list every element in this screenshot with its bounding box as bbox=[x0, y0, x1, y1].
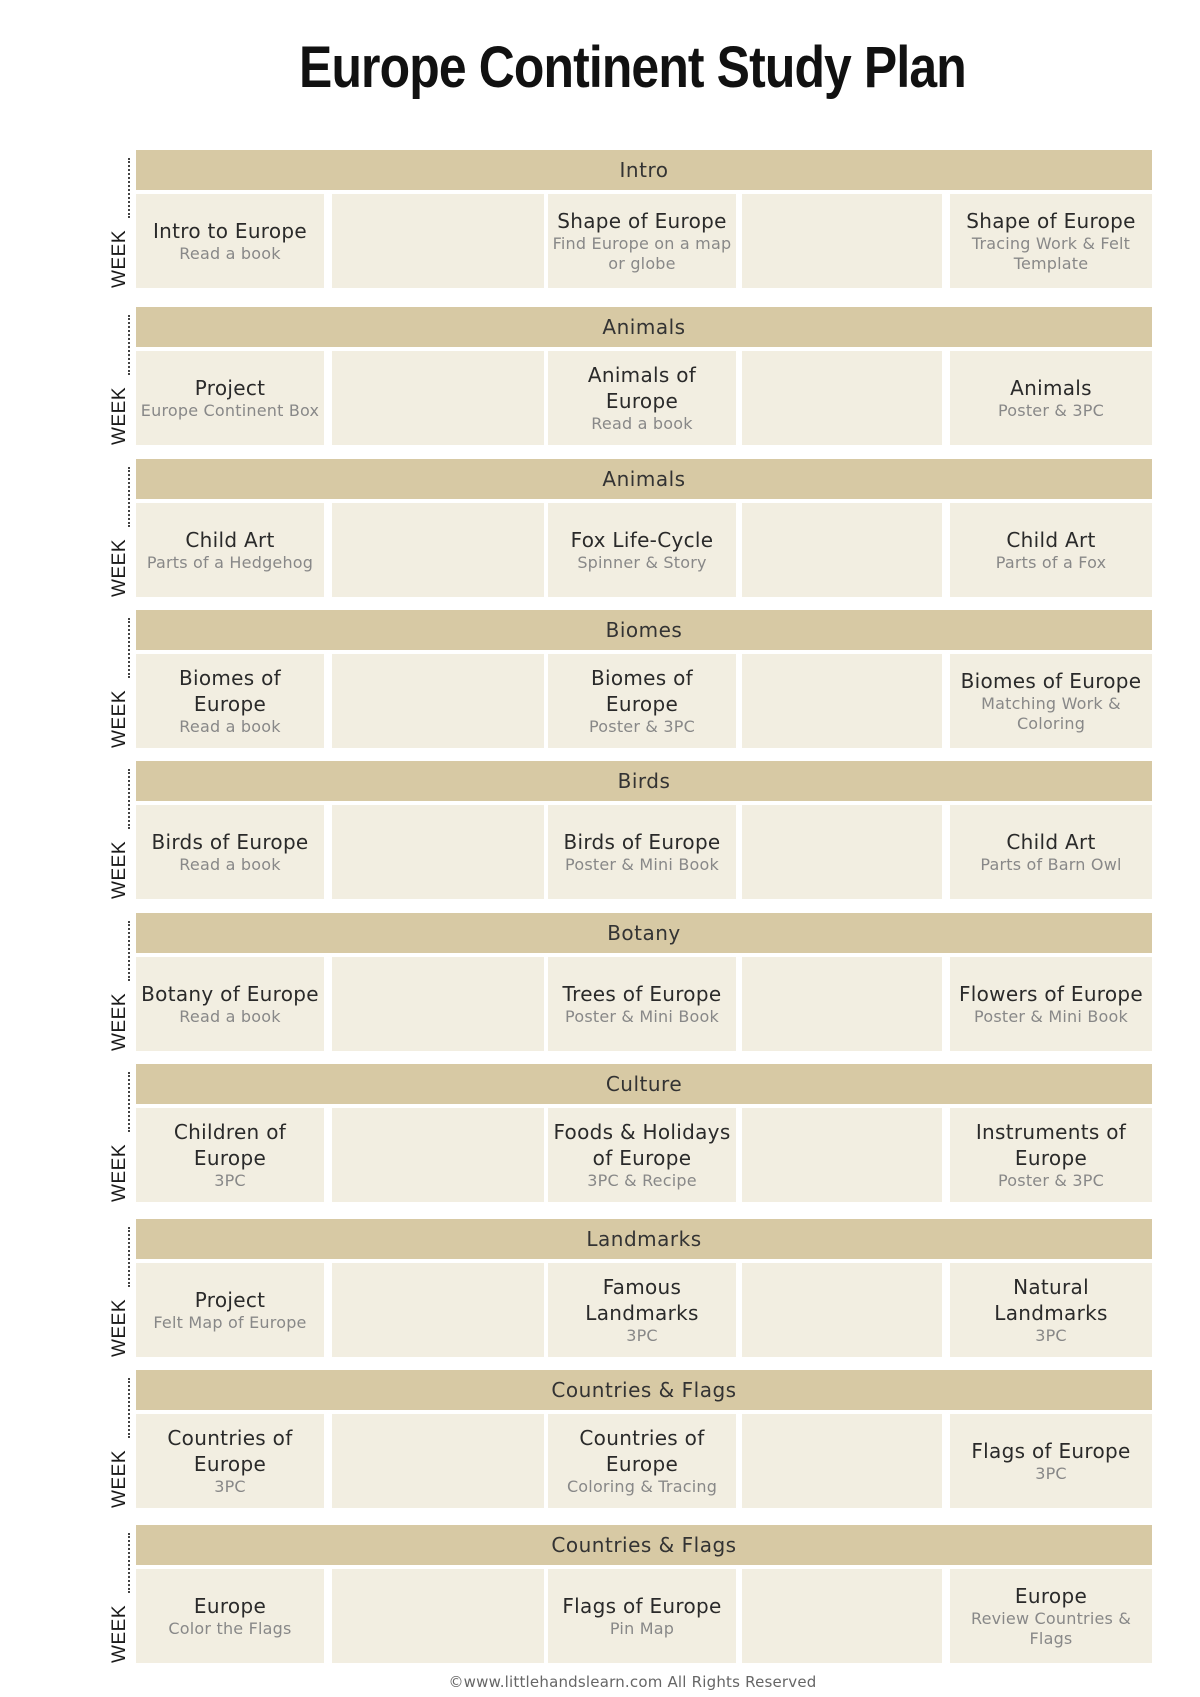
activity-detail: Poster & Mini Book bbox=[974, 1007, 1128, 1026]
activity-detail: Parts of Barn Owl bbox=[980, 855, 1122, 874]
activity-cell bbox=[332, 1414, 544, 1508]
activity-detail: Pin Map bbox=[609, 1619, 675, 1638]
week-number-blank bbox=[128, 618, 130, 678]
week-topic-header: Intro bbox=[136, 150, 1152, 190]
activity-cell bbox=[332, 503, 544, 597]
week-label bbox=[100, 1219, 140, 1357]
activity-title: Fox Life-Cycle bbox=[570, 528, 714, 552]
activity-cell bbox=[332, 1569, 544, 1663]
week-number-blank bbox=[128, 1533, 130, 1593]
activity-detail: Coloring & Tracing bbox=[566, 1477, 718, 1496]
activity-detail: 3PC & Recipe bbox=[587, 1171, 697, 1190]
week-block bbox=[0, 761, 1200, 899]
activity-cell bbox=[332, 351, 544, 445]
activity-cell bbox=[742, 194, 942, 288]
activity-cell bbox=[742, 351, 942, 445]
activity-cell bbox=[332, 805, 544, 899]
activity-title: Shape of Europe bbox=[966, 209, 1136, 233]
week-label-text: WEEK bbox=[109, 841, 130, 899]
week-number-blank bbox=[128, 1378, 130, 1438]
activity-cell bbox=[742, 805, 942, 899]
week-topic-header: Biomes bbox=[136, 610, 1152, 650]
activity-cell bbox=[548, 1414, 736, 1508]
activity-cell bbox=[136, 1569, 324, 1663]
activity-detail: Felt Map of Europe bbox=[153, 1313, 307, 1332]
activity-detail: Poster & Mini Book bbox=[565, 855, 719, 874]
week-label bbox=[100, 761, 140, 899]
week-block bbox=[0, 150, 1200, 288]
activity-cell bbox=[136, 1263, 324, 1357]
week-topic-header: Countries & Flags bbox=[136, 1525, 1152, 1565]
activity-cell bbox=[742, 957, 942, 1051]
week-label bbox=[100, 610, 140, 748]
activity-cell bbox=[136, 194, 324, 288]
activity-detail: Review Countries & Flags bbox=[970, 1609, 1132, 1648]
activity-detail: Color the Flags bbox=[168, 1619, 292, 1638]
activity-title: Animals of Europe bbox=[587, 363, 697, 413]
activity-detail: Europe Continent Box bbox=[140, 401, 320, 420]
activity-detail: Poster & Mini Book bbox=[565, 1007, 719, 1026]
activity-cell bbox=[742, 1263, 942, 1357]
activity-cell bbox=[548, 1569, 736, 1663]
activity-cell bbox=[742, 503, 942, 597]
week-label bbox=[100, 1064, 140, 1202]
week-number-blank bbox=[128, 467, 130, 527]
activity-title: Child Art bbox=[1006, 830, 1096, 854]
activity-cell bbox=[548, 194, 736, 288]
activity-cell bbox=[136, 957, 324, 1051]
activity-cell bbox=[548, 957, 736, 1051]
activity-title: Flags of Europe bbox=[562, 1594, 722, 1618]
activity-cell bbox=[332, 194, 544, 288]
week-block bbox=[0, 1219, 1200, 1357]
week-number-blank bbox=[128, 769, 130, 829]
activity-detail: Read a book bbox=[179, 1007, 281, 1026]
week-topic-header: Botany bbox=[136, 913, 1152, 953]
week-topic-header: Landmarks bbox=[136, 1219, 1152, 1259]
activity-detail: Spinner & Story bbox=[577, 553, 707, 572]
activity-title: Countries of Europe bbox=[579, 1426, 705, 1476]
week-topic-header: Animals bbox=[136, 459, 1152, 499]
activity-title: Biomes of Europe bbox=[590, 666, 694, 716]
activity-cell bbox=[548, 1263, 736, 1357]
activity-title: Flowers of Europe bbox=[958, 982, 1144, 1006]
activity-detail: Poster & 3PC bbox=[998, 401, 1104, 420]
week-label-text: WEEK bbox=[109, 1299, 130, 1357]
activity-title: Europe bbox=[1014, 1584, 1088, 1608]
activity-title: Birds of Europe bbox=[563, 830, 721, 854]
week-label bbox=[100, 1370, 140, 1508]
week-block bbox=[0, 610, 1200, 748]
activity-title: Countries of Europe bbox=[167, 1426, 293, 1476]
week-block bbox=[0, 1064, 1200, 1202]
week-label-text: WEEK bbox=[109, 387, 130, 445]
activity-detail: 3PC bbox=[1035, 1464, 1067, 1483]
activity-cell bbox=[950, 805, 1152, 899]
week-label-text: WEEK bbox=[109, 690, 130, 748]
activity-cell bbox=[950, 351, 1152, 445]
week-topic-header: Culture bbox=[136, 1064, 1152, 1104]
activity-detail: Read a book bbox=[179, 244, 281, 263]
activity-cell bbox=[136, 654, 324, 748]
activity-detail: Find Europe on a map or globe bbox=[552, 234, 732, 273]
activity-detail: Read a book bbox=[591, 414, 693, 433]
activity-cell bbox=[742, 1414, 942, 1508]
activity-cell bbox=[332, 1108, 544, 1202]
activity-title: Famous Landmarks bbox=[585, 1275, 699, 1325]
activity-cell bbox=[332, 654, 544, 748]
week-block bbox=[0, 1525, 1200, 1663]
activity-title: Child Art bbox=[185, 528, 275, 552]
activity-cell bbox=[950, 1569, 1152, 1663]
activity-detail: Parts of a Fox bbox=[995, 553, 1107, 572]
week-label-text: WEEK bbox=[109, 1450, 130, 1508]
activity-title: Child Art bbox=[1006, 528, 1096, 552]
activity-title: Europe bbox=[193, 1594, 267, 1618]
week-block bbox=[0, 307, 1200, 445]
week-label bbox=[100, 913, 140, 1051]
activity-cell bbox=[950, 503, 1152, 597]
activity-title: Intro to Europe bbox=[152, 219, 308, 243]
activity-cell bbox=[136, 805, 324, 899]
activity-cell bbox=[136, 351, 324, 445]
activity-cell bbox=[548, 503, 736, 597]
activity-cell bbox=[950, 194, 1152, 288]
week-label-text: WEEK bbox=[109, 1144, 130, 1202]
activity-detail: 3PC bbox=[1035, 1326, 1067, 1345]
activity-title: Animals bbox=[1010, 376, 1092, 400]
week-topic-header: Animals bbox=[136, 307, 1152, 347]
week-label bbox=[100, 459, 140, 597]
week-label-text: WEEK bbox=[109, 230, 130, 288]
activity-detail: 3PC bbox=[214, 1171, 246, 1190]
activity-cell bbox=[136, 503, 324, 597]
week-number-blank bbox=[128, 1227, 130, 1287]
activity-detail: Tracing Work & Felt Template bbox=[971, 234, 1131, 273]
activity-cell bbox=[950, 957, 1152, 1051]
activity-cell bbox=[548, 654, 736, 748]
activity-cell bbox=[548, 1108, 736, 1202]
activity-cell bbox=[742, 1108, 942, 1202]
activity-cell bbox=[136, 1414, 324, 1508]
activity-cell bbox=[742, 654, 942, 748]
activity-title: Shape of Europe bbox=[557, 209, 727, 233]
week-label-text: WEEK bbox=[109, 1605, 130, 1663]
activity-cell bbox=[332, 957, 544, 1051]
activity-cell bbox=[950, 1414, 1152, 1508]
activity-detail: 3PC bbox=[214, 1477, 246, 1496]
week-number-blank bbox=[128, 315, 130, 375]
week-topic-header: Birds bbox=[136, 761, 1152, 801]
activity-title: Biomes of Europe bbox=[178, 666, 282, 716]
activity-cell bbox=[548, 805, 736, 899]
activity-cell bbox=[950, 1108, 1152, 1202]
activity-detail: Parts of a Hedgehog bbox=[146, 553, 314, 572]
week-block bbox=[0, 459, 1200, 597]
week-block bbox=[0, 1370, 1200, 1508]
page-title: Europe Continent Study Plan bbox=[299, 35, 966, 100]
week-label-text: WEEK bbox=[109, 993, 130, 1051]
activity-detail: 3PC bbox=[626, 1326, 658, 1345]
week-label bbox=[100, 150, 140, 288]
activity-cell bbox=[950, 654, 1152, 748]
activity-title: Botany of Europe bbox=[141, 982, 319, 1006]
week-topic-header: Countries & Flags bbox=[136, 1370, 1152, 1410]
week-number-blank bbox=[128, 921, 130, 981]
activity-cell bbox=[950, 1263, 1152, 1357]
activity-title: Birds of Europe bbox=[151, 830, 309, 854]
week-label-text: WEEK bbox=[109, 539, 130, 597]
activity-cell bbox=[548, 351, 736, 445]
activity-title: Biomes of Europe bbox=[960, 669, 1142, 693]
week-label bbox=[100, 307, 140, 445]
activity-detail: Poster & 3PC bbox=[998, 1171, 1104, 1190]
activity-title: Instruments of Europe bbox=[975, 1120, 1127, 1170]
activity-title: Trees of Europe bbox=[562, 982, 722, 1006]
activity-detail: Matching Work & Coloring bbox=[981, 694, 1121, 733]
activity-title: Children of Europe bbox=[173, 1120, 287, 1170]
activity-title: Flags of Europe bbox=[971, 1439, 1131, 1463]
activity-detail: Read a book bbox=[179, 855, 281, 874]
activity-title: Project bbox=[194, 1288, 266, 1312]
activity-title: Project bbox=[194, 376, 266, 400]
activity-title: Foods & Holidays of Europe bbox=[553, 1120, 731, 1170]
activity-detail: Read a book bbox=[179, 717, 281, 736]
week-label bbox=[100, 1525, 140, 1663]
week-number-blank bbox=[128, 158, 130, 218]
activity-title: Natural Landmarks bbox=[994, 1275, 1108, 1325]
copyright-footer: ©www.littlehandslearn.com All Rights Reserved bbox=[448, 1673, 817, 1691]
activity-detail: Poster & 3PC bbox=[589, 717, 695, 736]
week-number-blank bbox=[128, 1072, 130, 1132]
activity-cell bbox=[136, 1108, 324, 1202]
activity-cell bbox=[742, 1569, 942, 1663]
week-block bbox=[0, 913, 1200, 1051]
activity-cell bbox=[332, 1263, 544, 1357]
